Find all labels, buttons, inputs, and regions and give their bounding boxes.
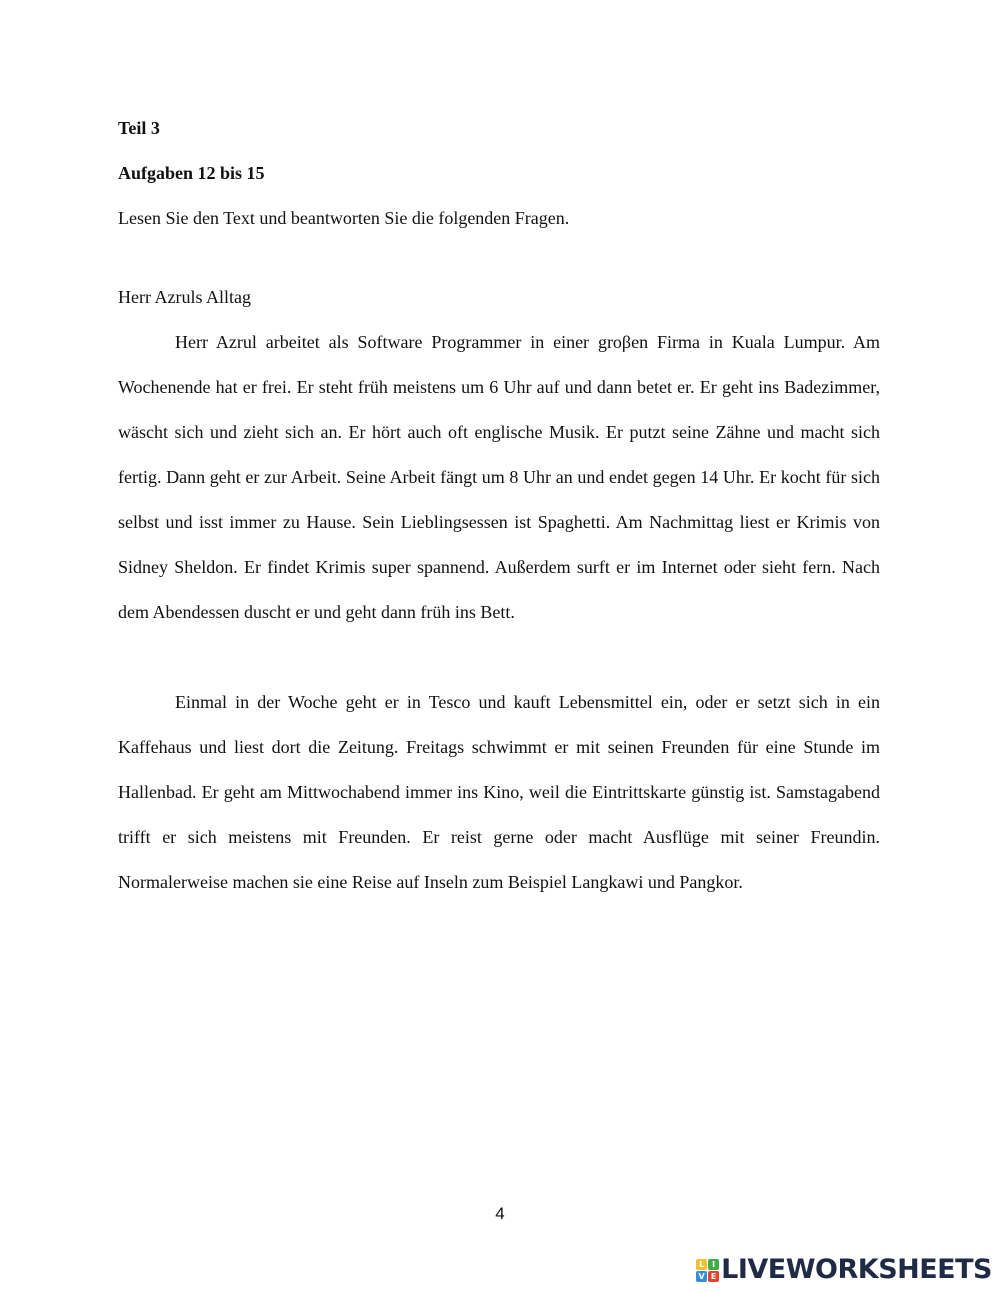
tasks-heading: Aufgaben 12 bis 15 bbox=[118, 163, 265, 183]
page-number: 4 bbox=[495, 1204, 505, 1223]
liveworksheets-brand bbox=[696, 1255, 992, 1285]
reading-paragraph-2: Einmal in der Woche geht er in Tesco und kauft Lebensmittel ein, oder er setzt sich in ein Kaffehaus und liest dort die Zeitung. Freitags schwimmt er mit seinen Freunden für eine Stunde im Hallenbad. Er geht am Mittwochabend immer ins Kino, weil die Eintrittskarte günstig ist. Samstagabend trifft er sich meistens mit Freunden. Er reist gerne oder macht Ausflüge mit seiner Freundin. Normalerweise machen sie eine Reise auf Inseln zum Beispiel Langkawi und Pangkor. bbox=[118, 692, 880, 892]
reading-text-title: Herr Azruls Alltag bbox=[118, 287, 251, 307]
brand-name: LIVEWORKSHEETS bbox=[721, 1254, 992, 1285]
instruction-text: Lesen Sie den Text und beantworten Sie die folgenden Fragen. bbox=[118, 208, 570, 228]
logo-letter-l: L bbox=[696, 1259, 707, 1270]
reading-paragraph-1: Herr Azrul arbeitet als Software Programmer in einer groβen Firma in Kuala Lumpur. Am Wochenende hat er frei. Er steht früh meistens um 6 Uhr auf und dann betet er. Er geht ins Badezimmer, wäscht sich und zieht sich an. Er hört auch oft englische Musik. Er putzt seine Zähne und macht sich fertig. Dann geht er zur Arbeit. Seine Arbeit fängt um 8 Uhr an und endet gegen 14 Uhr. Er kocht für sich selbst und isst immer zu Hause. Sein Lieblingsessen ist Spaghetti. Am Nachmittag liest er Krimis von Sidney Sheldon. Er findet Krimis super spannend. Außerdem surft er im Internet oder sieht fern. Nach dem Abendessen duscht er und geht dann früh ins Bett. bbox=[118, 332, 880, 622]
logo-letter-e: E bbox=[708, 1271, 719, 1282]
logo-letter-v: V bbox=[696, 1271, 707, 1282]
liveworksheets-logo-icon bbox=[696, 1259, 719, 1282]
part-heading: Teil 3 bbox=[118, 118, 160, 138]
logo-letter-i: I bbox=[708, 1259, 719, 1270]
